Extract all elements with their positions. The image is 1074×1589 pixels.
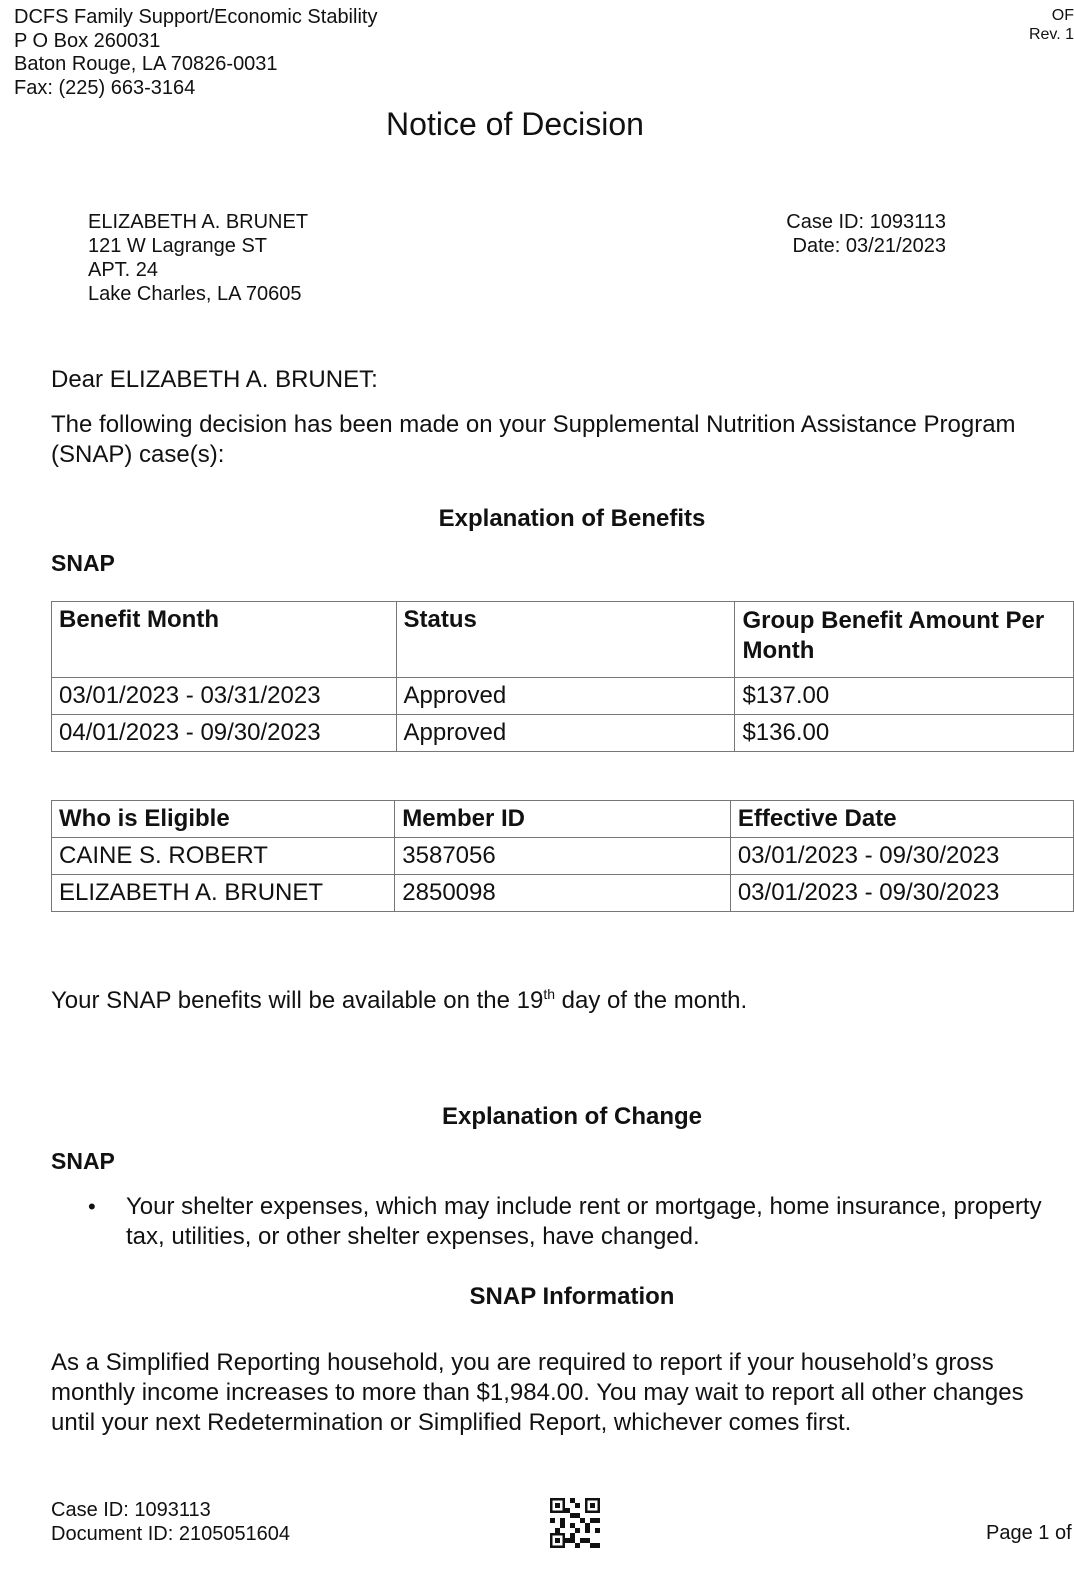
- status-cell: Approved: [396, 678, 735, 715]
- recipient-city: Lake Charles, LA 70605: [88, 283, 302, 305]
- recipient-address: [88, 210, 308, 306]
- amount-cell: $137.00: [735, 678, 1074, 715]
- info-paragraph: As a Simplified Reporting household, you are required to report if your household’s gross monthly income increases to more than $1,984.00. You may wait to report all other changes until your next Redetermination or Simplified Report, whichever comes first.: [51, 1349, 1024, 1436]
- greeting: Dear ELIZABETH A. BRUNET:: [51, 366, 378, 393]
- header-benefit-month: Benefit Month: [52, 602, 397, 678]
- ordinal-suffix: th: [543, 986, 556, 1002]
- availability-prefix: Your SNAP benefits will be available on the 19: [51, 987, 544, 1014]
- change-heading: Explanation of Change: [441, 1103, 702, 1130]
- case-id: Case ID: 1093113: [786, 211, 946, 233]
- agency-name: DCFS Family Support/Economic Stability: [14, 6, 378, 28]
- form-code: OF: [1051, 7, 1074, 24]
- notice-date: Date: 03/21/2023: [792, 235, 946, 257]
- header-member-id: Member ID: [395, 801, 731, 838]
- page-number: Page 1 of: [986, 1522, 1072, 1544]
- table-row: [52, 875, 1074, 912]
- header-effective-date: Effective Date: [730, 801, 1073, 838]
- table-row: [52, 838, 1074, 875]
- header-status: Status: [396, 602, 735, 678]
- form-revision: Rev. 1: [1028, 26, 1074, 43]
- benefit-month-cell: 04/01/2023 - 09/30/2023: [52, 715, 397, 752]
- availability-text: [51, 986, 747, 1015]
- recipient-street: 121 W Lagrange ST: [88, 235, 267, 257]
- footer-case-id: Case ID: 1093113: [51, 1499, 211, 1521]
- table-row: [52, 678, 1074, 715]
- info-heading: SNAP Information: [469, 1283, 675, 1310]
- footer-document-id: Document ID: 2105051604: [51, 1523, 291, 1545]
- header-group-benefit-amount: Group Benefit Amount Per Month: [735, 602, 1074, 678]
- change-bullet-text: Your shelter expenses, which may include rent or mortgage, home insurance, property tax, utilities, or other shelter expenses, have changed.: [126, 1193, 1042, 1250]
- member-name-cell: ELIZABETH A. BRUNET: [52, 875, 395, 912]
- agency-address: [14, 6, 377, 100]
- footer-ids: [51, 1498, 290, 1546]
- effective-date-cell: 03/01/2023 - 09/30/2023: [730, 875, 1073, 912]
- intro-text: The following decision has been made on your Supplemental Nutrition Assistance Program (SNAP) case(s):: [51, 411, 1016, 468]
- agency-po-box: P O Box 260031: [14, 29, 161, 52]
- amount-cell: $136.00: [735, 715, 1074, 752]
- benefit-table: [51, 601, 1074, 752]
- member-id-cell: 2850098: [395, 875, 731, 912]
- availability-suffix: day of the month.: [555, 987, 748, 1014]
- qr-code-icon: [550, 1498, 600, 1548]
- table-header-row: [52, 602, 1074, 678]
- table-row: [52, 715, 1074, 752]
- status-cell: Approved: [396, 715, 735, 752]
- recipient-name: ELIZABETH A. BRUNET: [88, 211, 309, 233]
- agency-fax: Fax: (225) 663-3164: [14, 76, 196, 99]
- agency-city: Baton Rouge, LA 70826-0031: [14, 53, 278, 75]
- change-program-label: SNAP: [51, 1148, 115, 1174]
- header-who-is-eligible: Who is Eligible: [52, 801, 395, 838]
- form-code-block: [994, 6, 1074, 44]
- member-name-cell: CAINE S. ROBERT: [52, 838, 395, 875]
- member-id-cell: 3587056: [395, 838, 731, 875]
- benefits-heading: Explanation of Benefits: [438, 505, 706, 532]
- bullet-icon: •: [88, 1194, 96, 1219]
- benefits-program-label: SNAP: [51, 550, 115, 576]
- benefit-month-cell: 03/01/2023 - 03/31/2023: [52, 678, 397, 715]
- page-title: Notice of Decision: [386, 106, 644, 142]
- eligible-table: [51, 800, 1074, 912]
- table-header-row: [52, 801, 1074, 838]
- case-info: [776, 210, 946, 258]
- effective-date-cell: 03/01/2023 - 09/30/2023: [730, 838, 1073, 875]
- recipient-apt: APT. 24: [88, 259, 159, 281]
